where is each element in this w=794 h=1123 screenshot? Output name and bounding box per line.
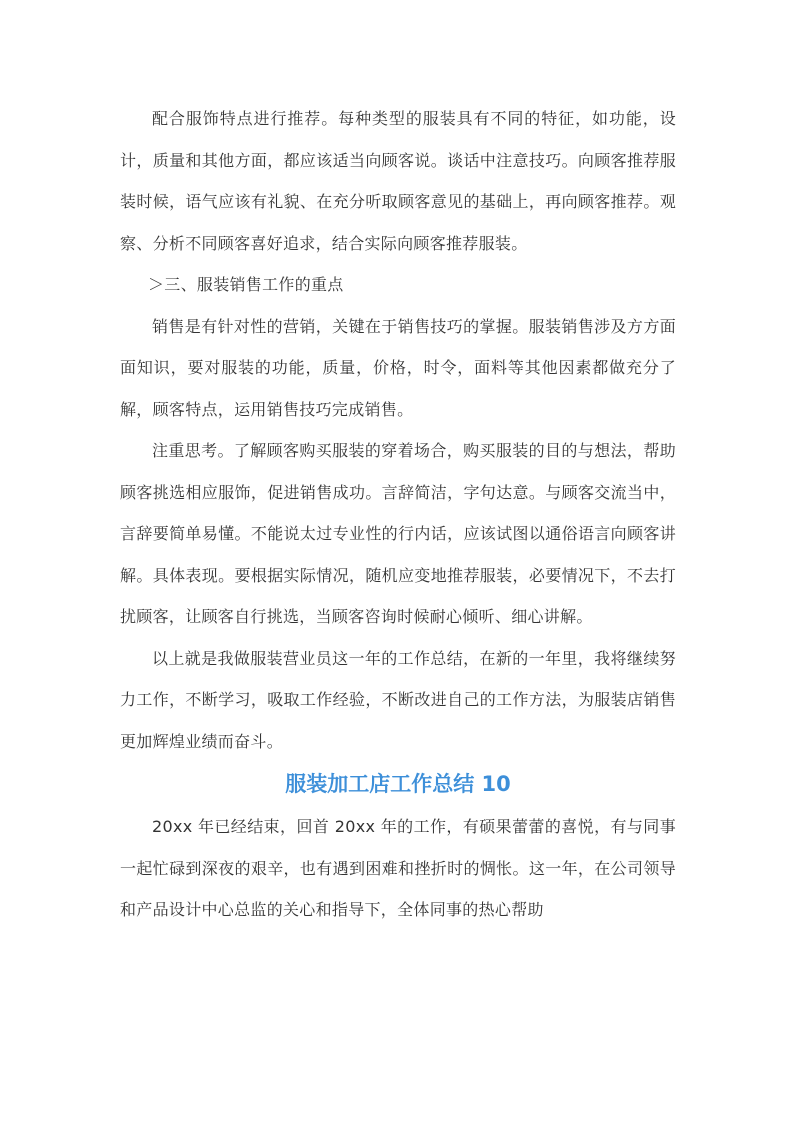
- paragraph-focus-thinking: 注重思考。了解顾客购买服装的穿着场合，购买服装的目的与想法，帮助顾客挑选相应服饰，促进销售成功。言辞简洁，字句达意。与顾客交流当中，言辞要简单易懂。不能说太过专业性的行内话，应该试图以通俗语言向顾客讲解。具体表现。要根据实际情况，随机应变地推荐服装，必要情况下，不去打扰顾客，让顾客自行挑选，当顾客咨询时候耐心倾听、细心讲解。: [120, 441, 676, 626]
- paragraph-summary-conclusion: 以上就是我做服装营业员这一年的工作总结，在新的一年里，我将继续努力工作，不断学习，吸取工作经验，不断改进自己的工作方法，为服装店销售更加辉煌业绩而奋斗。: [120, 648, 676, 751]
- paragraph-recommend-clothing: 配合服饰特点进行推荐。每种类型的服装具有不同的特征，如功能，设计，质量和其他方面，都应该适当向顾客说。谈话中注意技巧。向顾客推荐服装时候，语气应该有礼貌、在充分听取顾客意见的基础上，再向顾客推荐。观察、分析不同顾客喜好追求，结合实际向顾客推荐服装。: [120, 109, 676, 253]
- paragraph-year-review: 20xx 年已经结束，回首 20xx 年的工作，有硕果蕾蕾的喜悦，有与同事一起忙碌到深夜的艰辛，也有遇到困难和挫折时的惆怅。这一年，在公司领导和产品设计中心总监的关心和指导下，全体同事的热心帮助: [120, 817, 676, 919]
- article-title: 服装加工店工作总结 10: [285, 772, 511, 796]
- section-heading-sales-focus: ＞三、服装销售工作的重点: [148, 275, 344, 294]
- paragraph-sales-skills: 销售是有针对性的营销，关键在于销售技巧的掌握。服装销售涉及方方面面知识，要对服装的功能，质量，价格，时令，面料等其他因素都做充分了解，顾客特点，运用销售技巧完成销售。: [120, 316, 676, 419]
- document-body: [120, 98, 676, 931]
